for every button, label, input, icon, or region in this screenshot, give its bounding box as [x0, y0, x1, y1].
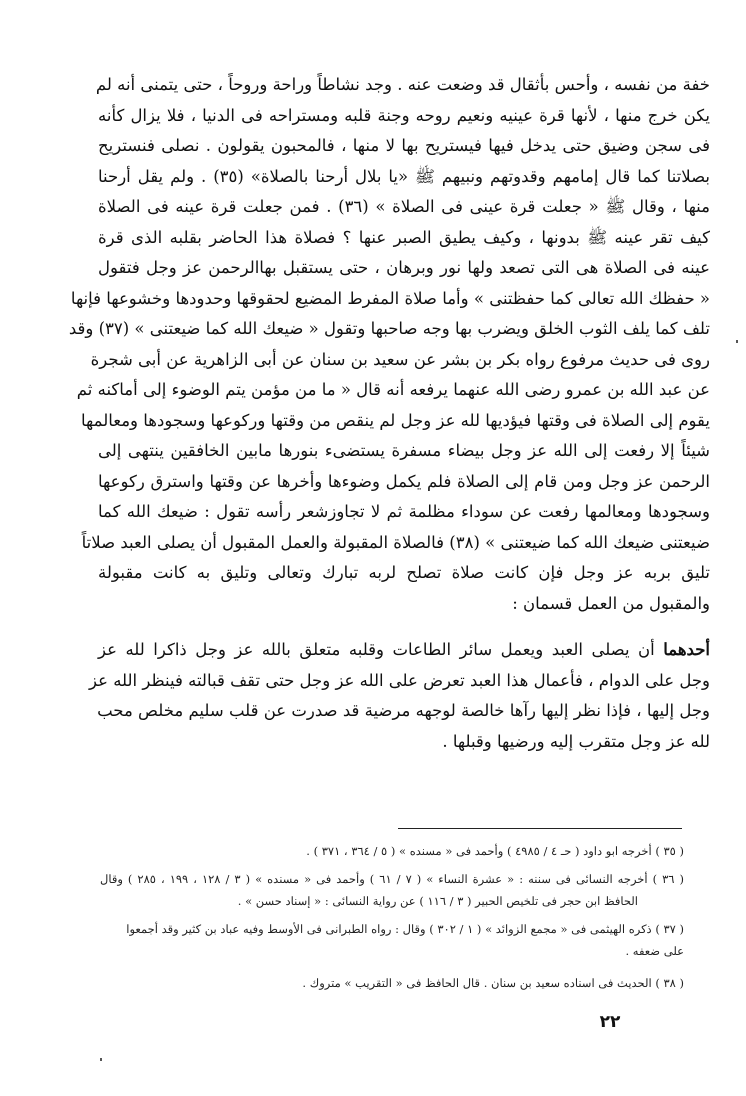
body-line: ضيعتنى ضيعك الله كما ضيعتنى » (٣٨) فالصلاة المقبولة والعمل المقبول أن يصلى العبد صلاتاً — [81, 532, 710, 552]
body-line: شيئاً إلا رفعت إلى الله عز وجل بيضاء مسفرة يستضىء بنورها مابين الخافقين ينتهى إلى — [98, 441, 710, 460]
body-line: خفة من نفسه ، وأحس بأثقال قد وضعت عنه . وجد نشاطاً وراحة وروحاً ، حتى يتمنى أنه لم — [95, 75, 710, 94]
body-line: « حفظك الله تعالى كما حفظتنى » وأما صلاة المفرط المضيع لحقوقها وحدودها وخشوعها فإنها — [70, 288, 710, 308]
footnote-continuation: الحافظ ابن حجر فى تلخيص الحبير ( ٣ / ١١٦ ) عن رواية النسائى : « إسناد حسن » . — [237, 894, 638, 908]
body-line: كيف تقر عينه ﷺ بدونها ، وكيف يطيق الصبر عنها ؟ فصلاة هذا الحاضر بقلبه الذى قرة — [98, 227, 710, 247]
footnotes-block — [100, 840, 684, 994]
body-line: وجل على الدوام ، فأعمال هذا العبد تعرض على الله عز وجل حتى تقف قبالته فينظر الله عز — [89, 670, 710, 690]
scan-speck — [736, 340, 738, 343]
body-line: يكن خرج منها ، لأنها قرة عينيه ونعيم روحه وجنة قلبه ومستراحه فى الدنيا ، فلا يزال كأنه — [98, 105, 710, 125]
footnote: ( ٣٥ ) أخرجه ابو داود ( حـ ٤ / ٤٩٨٥ ) وأحمد فى « مسنده » ( ٥ / ٣٦٤ ، ٣٧١ ) . — [306, 844, 684, 858]
body-line: وسجودها ومعالمها رفعت عن سوداء مظلمة ثم لا تجاوزشعر رأسه تقول : ضيعك الله كما — [98, 502, 710, 521]
paragraph-gap — [98, 619, 710, 635]
footnote: ( ٣٨ ) الحديث فى اسناده سعيد بن سنان . قال الحافظ فى « التقريب » متروك . — [302, 976, 684, 990]
body-line: عن عبد الله بن عمرو رضى الله عنهما يرفعه أنه قال « ما من مؤمن يتم الوضوء إلى أماكنه ثم — [76, 380, 710, 399]
body-line: وجل إليها ، فإذا نظر إليها رآها خالصة لوجهه مرضية قد صدرت عن قلب سليم مخلص محب — [97, 701, 710, 720]
body-line-text: أن يصلى العبد ويعمل سائر الطاعات وقلبه متعلق بالله عز وجل ذاكرا لله عز — [98, 640, 664, 659]
scan-speck — [100, 1058, 102, 1061]
main-text-block — [68, 70, 710, 757]
footnote: ( ٣٦ ) أخرجه النسائى فى سننه : « عشرة النساء » ( ٧ / ٦١ ) وأحمد فى « مسنده » ( ٣ / ١٢٨ ، ١٩٩ ، ٢٨٥ ) وقال — [100, 872, 684, 886]
body-line: منها ، وقال ﷺ « جعلت قرة عينى فى الصلاة » (٣٦) . فمن جعلت قرة عينه فى الصلاة — [98, 197, 710, 216]
body-line: والمقبول من العمل قسمان : — [512, 593, 710, 613]
body-line: يقوم إلى الصلاة فى وقتها فيؤديها لله عز وجل لم ينقص من وقتها وركوعها وسجودها ومعالمها — [81, 410, 710, 430]
page-number: ٢٢ — [599, 1012, 621, 1032]
footnote-gap — [100, 962, 684, 972]
body-line: لله عز وجل متقرب إليه ورضيها وقبلها . — [442, 731, 710, 751]
body-line: فى سجن وضيق حتى يدخل فيها فيستريح بها لا منها ، فالمحبون يقولون . نصلى فنستريح — [98, 136, 710, 155]
body-line: تليق بربه عز وجل فإن كانت صلاة تصلح لربه تبارك وتعالى وتليق به كانت مقبولة — [98, 563, 710, 582]
body-line: روى فى حديث مرفوع رواه بكر بن بشر عن سعيد بن سنان عن أبى الزاهرية عن أبى شجرة — [90, 349, 710, 369]
body-line: الرحمن عز وجل ومن قام إلى الصلاة فلم يكمل وضوءها وأخرها عن وقتها واسترق ركوعها — [98, 471, 710, 491]
footnote-continuation: على ضعفه . — [625, 944, 684, 958]
footnote-separator — [398, 828, 682, 829]
body-line: عينه فى الصلاة هى التى تصعد ولها نور وبرهان ، حتى يستقبل بهاالرحمن عز وجل فتقول — [98, 258, 710, 277]
body-line: تلف كما يلف الثوب الخلق ويضرب بها وجه صاحبها وتقول « ضيعك الله كما ضيعتنى » (٣٧) وقد — [68, 319, 710, 338]
paragraph-lead-word: أحدهما — [663, 640, 710, 659]
body-line — [98, 635, 710, 666]
body-line: بصلاتنا كما قال إمامهم وقدوتهم ونبيهم ﷺ «يا بلال أرحنا بالصلاة» (٣٥) . ولم يقل أرحنا — [98, 166, 710, 186]
footnote: ( ٣٧ ) ذكره الهيثمى فى « مجمع الزوائد » ( ١ / ٣٠٢ ) وقال : رواه الطبرانى فى الأوسط وفيه عباد بن كثير وقد أجمعوا — [126, 922, 684, 936]
